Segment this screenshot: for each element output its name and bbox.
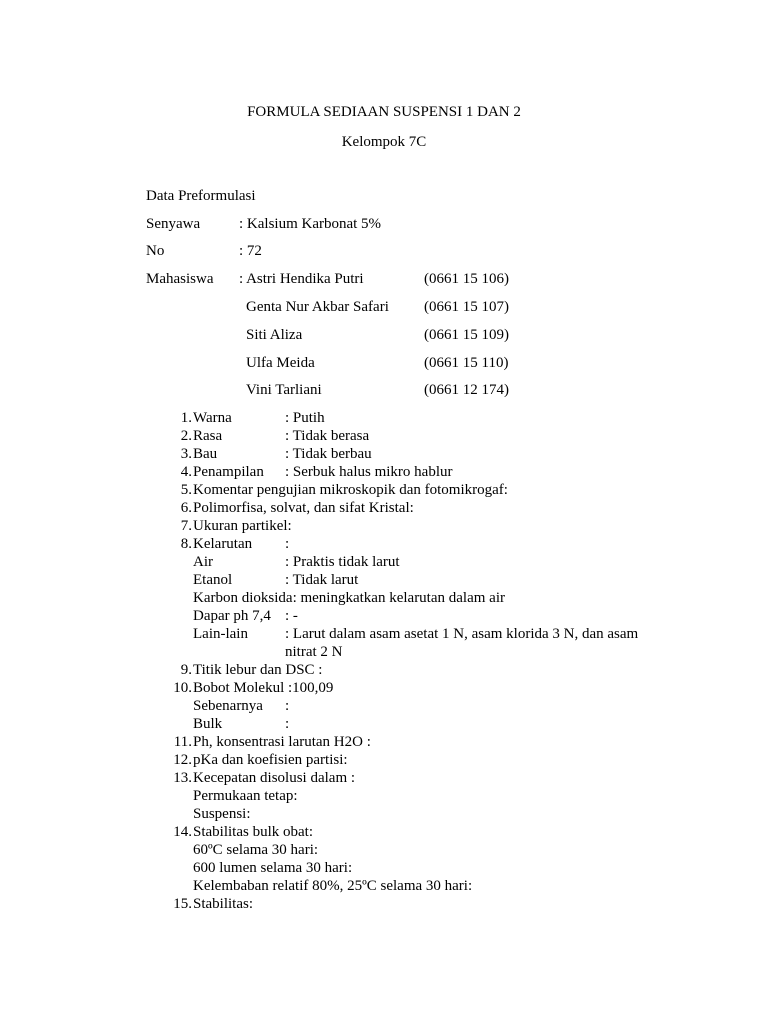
- solubility-value: : Larut dalam asam asetat 1 N, asam klorida 3 N, dan asam: [285, 626, 639, 642]
- list-subitem: 60ºC selama 30 hari:: [193, 842, 319, 858]
- student-name: Siti Aliza: [246, 327, 303, 343]
- list-item-number: 12.: [173, 752, 192, 768]
- document-subtitle: Kelompok 7C: [341, 134, 427, 150]
- list-item-text: Stabilitas:: [193, 896, 253, 912]
- list-item-number: 2.: [180, 428, 192, 444]
- list-item-text: Kecepatan disolusi dalam :: [193, 770, 356, 786]
- student-name: Vini Tarliani: [246, 382, 322, 398]
- list-item-value: : Tidak berbau: [285, 446, 372, 462]
- list-item-text: Komentar pengujian mikroskopik dan fotomikrogaf:: [193, 482, 508, 498]
- solubility-label: Air: [193, 554, 213, 570]
- list-item-label: Bau: [193, 446, 218, 462]
- solubility-label: Etanol: [193, 572, 233, 588]
- list-item-number: 10.: [173, 680, 192, 696]
- student-name: : Astri Hendika Putri: [239, 271, 364, 287]
- solubility-value: : -: [285, 608, 298, 624]
- list-item-number: 3.: [180, 446, 192, 462]
- no-value: : 72: [239, 243, 262, 259]
- list-item-text: Ukuran partikel:: [193, 518, 292, 534]
- list-item-number: 1.: [180, 410, 192, 426]
- density-value: :: [285, 716, 290, 732]
- student-name: Genta Nur Akbar Safari: [246, 299, 389, 315]
- list-item-label: Rasa: [193, 428, 223, 444]
- list-item-number: 11.: [173, 734, 192, 750]
- list-item-value: : Tidak berasa: [285, 428, 370, 444]
- list-item-number: 4.: [180, 464, 192, 480]
- list-item-text: Stabilitas bulk obat:: [193, 824, 313, 840]
- solubility-value-continued: nitrat 2 N: [285, 644, 343, 660]
- student-nim: (0661 12 174): [424, 382, 509, 398]
- list-subitem: 600 lumen selama 30 hari:: [193, 860, 353, 876]
- list-item-value: : Serbuk halus mikro hablur: [285, 464, 453, 480]
- list-item-text: Bobot Molekul :100,09: [193, 680, 334, 696]
- list-subitem: Permukaan tetap:: [193, 788, 298, 804]
- list-item-number: 5.: [180, 482, 192, 498]
- solubility-value: : Tidak larut: [285, 572, 359, 588]
- senyawa-label: Senyawa: [146, 216, 201, 232]
- solubility-label: Lain-lain: [193, 626, 248, 642]
- mahasiswa-label: Mahasiswa: [146, 271, 214, 287]
- list-item-label: Warna: [193, 410, 232, 426]
- list-item-label: Penampilan: [193, 464, 264, 480]
- list-item-value: : Putih: [285, 410, 325, 426]
- no-label: No: [146, 243, 165, 259]
- list-item-number: 14.: [173, 824, 192, 840]
- list-subitem: Suspensi:: [193, 806, 251, 822]
- list-item-text: Polimorfisa, solvat, dan sifat Kristal:: [193, 500, 414, 516]
- list-item-number: 13.: [173, 770, 192, 786]
- list-item-text: Ph, konsentrasi larutan H2O :: [193, 734, 371, 750]
- density-label: Sebenarnya: [193, 698, 263, 714]
- density-value: :: [285, 698, 290, 714]
- density-label: Bulk: [193, 716, 223, 732]
- solubility-note: Karbon dioksida: meningkatkan kelarutan dalam air: [193, 590, 505, 606]
- student-nim: (0661 15 106): [424, 271, 509, 287]
- student-nim: (0661 15 110): [424, 355, 509, 371]
- solubility-value: : Praktis tidak larut: [285, 554, 400, 570]
- list-item-value: :: [285, 536, 290, 552]
- list-subitem: Kelembaban relatif 80%, 25ºC selama 30 hari:: [193, 878, 473, 894]
- list-item-label: Kelarutan: [193, 536, 253, 552]
- student-name: Ulfa Meida: [246, 355, 315, 371]
- list-item-number: 15.: [173, 896, 192, 912]
- student-nim: (0661 15 109): [424, 327, 509, 343]
- list-item-number: 8.: [180, 536, 192, 552]
- student-nim: (0661 15 107): [424, 299, 509, 315]
- document-title: FORMULA SEDIAAN SUSPENSI 1 DAN 2: [247, 104, 521, 120]
- list-item-text: Titik lebur dan DSC :: [193, 662, 323, 678]
- senyawa-value: : Kalsium Karbonat 5%: [239, 216, 382, 232]
- list-item-number: 6.: [180, 500, 192, 516]
- list-item-number: 7.: [180, 518, 192, 534]
- list-item-text: pKa dan koefisien partisi:: [193, 752, 348, 768]
- section-title: Data Preformulasi: [146, 188, 256, 204]
- solubility-label: Dapar ph 7,4: [193, 608, 271, 624]
- list-item-number: 9.: [180, 662, 192, 678]
